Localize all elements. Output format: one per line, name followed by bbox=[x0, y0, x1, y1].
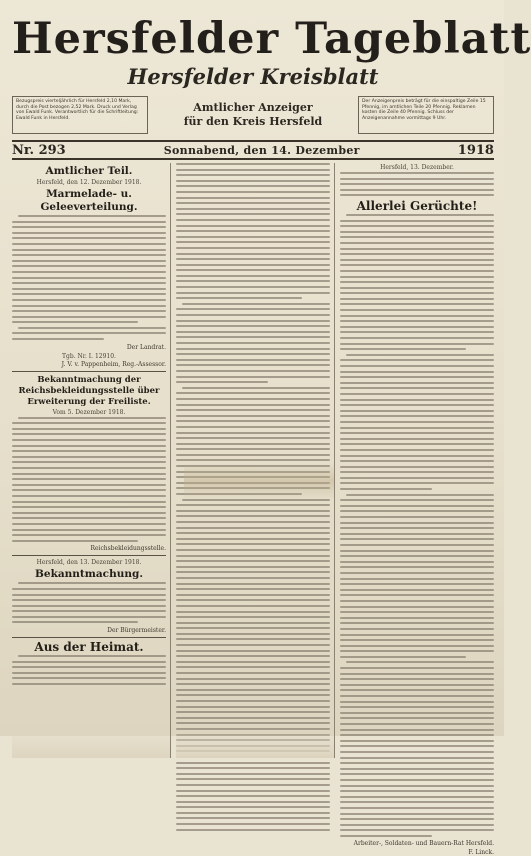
newspaper-subtitle: Hersfelder Kreisblatt bbox=[127, 64, 379, 89]
heading-official-section: Amtlicher Teil. bbox=[45, 165, 133, 177]
official-gazette-line1: Amtlicher Anzeiger bbox=[193, 101, 313, 114]
heading-marmalade: Marmelade- u. Geleeverteilung. bbox=[40, 188, 138, 213]
official-gazette-line2: für den Kreis Hersfeld bbox=[183, 115, 323, 128]
divider bbox=[12, 637, 166, 638]
article-body-bekanntmachung bbox=[12, 582, 166, 623]
official-gazette-note bbox=[184, 101, 322, 129]
article-body-freelist bbox=[12, 417, 166, 542]
heading-bekanntmachung: Bekanntmachung. bbox=[35, 568, 143, 581]
dateline-geruechte: Hersfeld, 13. Dezember. bbox=[380, 164, 454, 171]
dateline-freelist: Vom 5. Dezember 1918. bbox=[52, 408, 126, 416]
advert-price-info-box: Der Anzeigenpreis beträgt für die einspaltige Zeile 15 Pfennig, im amtlichen Teile 20 Pfennig. Reklamen kosten die Zeile 40 Pfennig. Schluss der Anzeigenannahme vormittags 9 Uhr. bbox=[358, 96, 494, 134]
divider bbox=[12, 555, 166, 556]
issue-date: Sonnabend, den 14. Dezember bbox=[163, 143, 360, 157]
article-body-heimat bbox=[12, 655, 166, 685]
article-columns bbox=[12, 163, 494, 856]
signature-assessor: J. V. v. Pappenheim, Reg.-Assessor. bbox=[61, 360, 166, 368]
signature-buergermeister: Der Bürgermeister. bbox=[107, 627, 166, 635]
heading-freelist: Bekanntmachung der Reichsbekleidungsstelle über Erweiterung der Freiliste. bbox=[18, 374, 160, 407]
signature-landrat: Der Landrat. bbox=[126, 343, 166, 351]
heading-heimat: Aus der Heimat. bbox=[34, 640, 144, 655]
dateline bbox=[12, 140, 494, 160]
column-right bbox=[340, 163, 494, 856]
newspaper-title: Hersfelder Tageblatt bbox=[12, 14, 531, 64]
signature-linck: F. Linck. bbox=[468, 849, 494, 856]
divider bbox=[12, 371, 166, 372]
subscription-info-box: Bezugspreis vierteljährlich für Hersfeld 2,10 Mark, durch die Post bezogen 2,52 Mark. Druck und Verlag von Ewald Funk. Verantwortlich für die Schriftleitung: Ewald Funk in Hersfeld. bbox=[12, 96, 148, 134]
article-body-marmalade bbox=[12, 215, 166, 340]
issue-year: 1918 bbox=[457, 142, 494, 158]
dateline-official: Hersfeld, den 12. Dezember 1918. bbox=[36, 179, 142, 186]
article-body-intro bbox=[340, 172, 494, 196]
article-body-geruechte bbox=[340, 214, 494, 837]
column-middle bbox=[176, 163, 335, 758]
issue-number: Nr. 293 bbox=[12, 142, 66, 158]
heading-geruechte: Allerlei Gerüchte! bbox=[356, 198, 478, 213]
signature-reichsbekleidung: Reichsbekleidungsstelle. bbox=[90, 545, 166, 553]
info-bar bbox=[12, 92, 494, 138]
column-left bbox=[12, 163, 171, 758]
masthead bbox=[12, 14, 531, 90]
reference-number: Tgb. Nr. I. 12910. bbox=[62, 352, 116, 360]
signature-council: Arbeiter-, Soldaten- und Bauern-Rat Hersfeld. bbox=[353, 840, 494, 848]
dateline-bekanntmachung: Hersfeld, den 13. Dezember 1918. bbox=[36, 559, 142, 567]
